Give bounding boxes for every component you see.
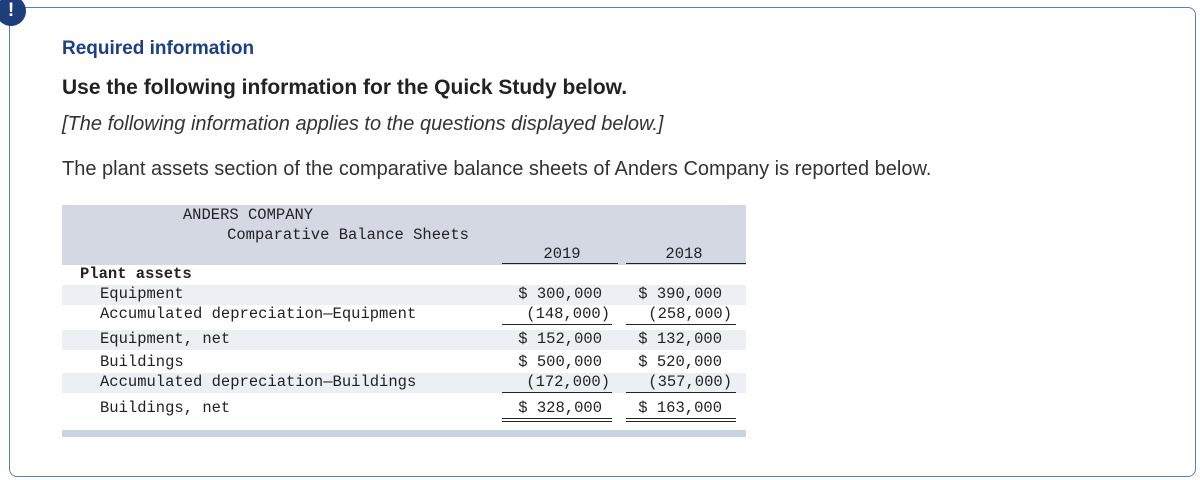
col-header-rule [502, 263, 618, 264]
intro-text: The plant assets section of the comparative balance sheets of Anders Company is reported below. [62, 158, 932, 180]
alert-icon: ! [0, 0, 26, 26]
row-value-2018: (258,000) [648, 305, 732, 323]
row-value-2018: $ 132,000 [638, 330, 722, 348]
row-value-2019: $ 152,000 [518, 330, 602, 348]
subtotal-rule [626, 324, 736, 325]
statement-title: Comparative Balance Sheets [227, 226, 469, 244]
row-value-2018: (357,000) [648, 373, 732, 391]
row-label: Equipment [100, 285, 184, 303]
row-value-2018: $ 520,000 [638, 353, 722, 371]
row-label: Accumulated depreciation—Buildings [100, 373, 417, 391]
required-info-title: Required information [62, 38, 255, 59]
table-footer-bar [62, 430, 746, 437]
row-label: Buildings [100, 353, 184, 371]
row-value-2019: $ 328,000 [518, 399, 602, 417]
row-value-2018: $ 163,000 [638, 399, 722, 417]
total-double-rule [626, 418, 736, 419]
row-label: Buildings, net [100, 399, 231, 417]
row-value-2019: $ 500,000 [518, 353, 602, 371]
total-double-rule [626, 421, 736, 422]
subtotal-rule [502, 324, 612, 325]
col-header-2018: 2018 [665, 245, 703, 263]
total-double-rule [502, 421, 612, 422]
col-header-rule [626, 263, 746, 264]
total-double-rule [502, 418, 612, 419]
row-value-2019: (172,000) [526, 373, 610, 391]
row-label: Equipment, net [100, 330, 231, 348]
row-value-2019: (148,000) [526, 305, 610, 323]
instruction-text: Use the following information for the Quick Study below. [62, 76, 628, 99]
note-text: [The following information applies to the questions displayed below.] [62, 113, 664, 135]
company-name: ANDERS COMPANY [182, 206, 314, 224]
row-label: Accumulated depreciation—Equipment [100, 305, 417, 323]
row-value-2018: $ 390,000 [638, 285, 722, 303]
subtotal-rule [626, 392, 736, 393]
subtotal-rule [502, 392, 612, 393]
section-label: Plant assets [80, 265, 192, 283]
balance-sheet-table [62, 205, 746, 437]
row-value-2019: $ 300,000 [518, 285, 602, 303]
col-header-2019: 2019 [543, 245, 581, 263]
